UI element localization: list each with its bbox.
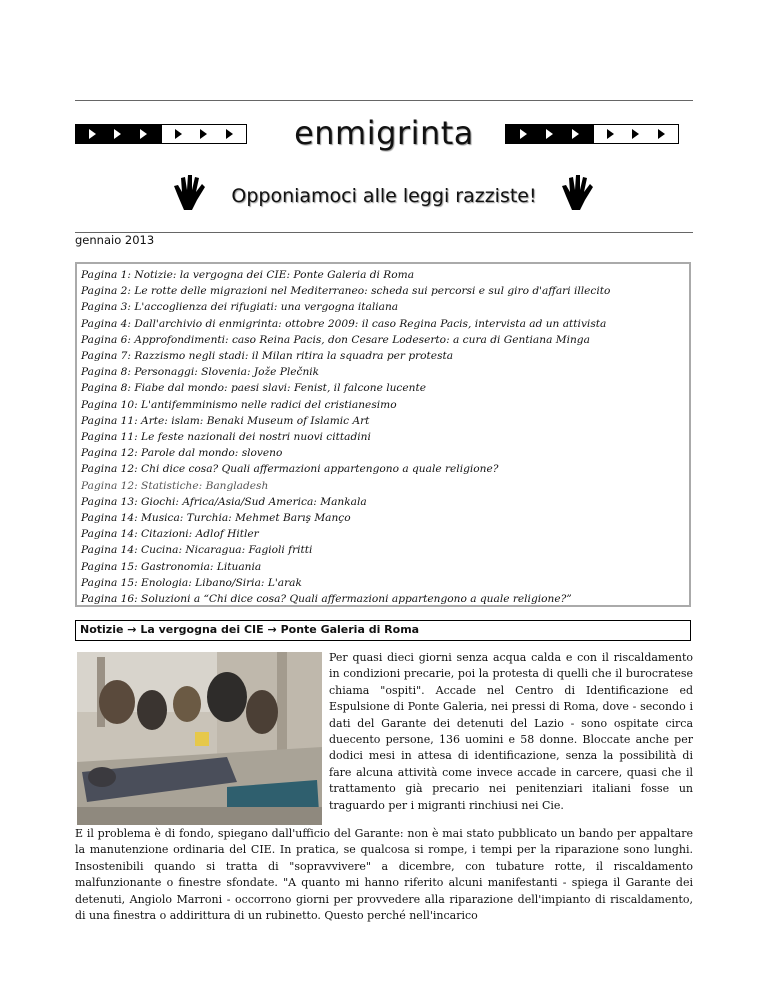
toc-item: Pagina 14: Citazioni: Adlof Hitler: [81, 528, 259, 541]
section-part-3: Ponte Galeria di Roma: [280, 623, 420, 636]
triangle-icon: [632, 129, 639, 139]
toc-item: Pagina 14: Musica: Turchia: Mehmet Barış Manço: [81, 512, 351, 525]
toc-item: Pagina 14: Cucina: Nicaragua: Fagioli fritti: [81, 544, 313, 557]
arrow-strip-right-solid: [505, 124, 593, 144]
masthead: [75, 114, 693, 156]
arrow-strip-left-solid: [75, 124, 161, 144]
article-paragraph-2: E il problema è di fondo, spiegano dall'ufficio del Garante: non è mai stato pubblicato un bando per appaltare la manutenzione ordinaria del CIE. In pratica, se qualcosa si rompe, i tempi per la riparazione sono lunghi. Insostenibili quando si tratta di "sopravvivere" a dicembre, con tubature rotte, il riscaldamento malfunzionante o finestre sfondate. "A quanto mi hanno riferito alcuni manifestanti - spiega il Garante dei detenuti, Angiolo Marroni - occorrono giorni per provvedere alla riparazione dell'impianto di riscaldamento, di una finestra o addirittura di un rubinetto. Questo perché nell'incarico: [75, 827, 693, 923]
triangle-icon: [226, 129, 233, 139]
article-photo: [77, 652, 322, 825]
top-rule: [75, 100, 693, 101]
triangle-icon: [607, 129, 614, 139]
triangle-icon: [175, 129, 182, 139]
toc-item: Pagina 7: Razzismo negli stadi: il Milan ritira la squadra per protesta: [81, 350, 454, 363]
section-heading: [75, 620, 691, 641]
toc-item: Pagina 3: L'accoglienza dei rifugiati: una vergogna italiana: [81, 301, 399, 314]
triangle-icon: [572, 129, 579, 139]
triangle-icon: [114, 129, 121, 139]
tagline: Opponiamoci alle leggi razziste!: [231, 185, 537, 207]
arrow-strip-left-outline: [161, 124, 247, 144]
toc-item: Pagina 8: Personaggi: Slovenia: Jože Plečnik: [81, 366, 320, 379]
toc-item: Pagina 8: Fiabe dal mondo: paesi slavi: Fenist, il falcone lucente: [81, 382, 426, 395]
toc-item: Pagina 12: Parole dal mondo: sloveno: [81, 447, 283, 460]
raised-hand-icon-right: [560, 172, 596, 212]
arrow-right-icon: →: [127, 623, 137, 636]
toc-item: Pagina 12: Statistiche: Bangladesh: [81, 479, 269, 492]
article-paragraph-1: Per quasi dieci giorni senza acqua calda e con il riscaldamento in condizioni precarie, poi la protesta di quelli che il burocratese chiama "ospiti". Accade nel Centro di Identificazione ed Espulsione di Ponte Galeria, nei pressi di Roma, dove - secondo i dati del Garante dei detenuti del Lazio - sono ospitate circa duecento persone, 136 uomini e 58 donne. Bloccate anche per dodici mesi in attesa di identificazione, senza la possibilità di fare alcuna attività come invece accade in carcere, quasi che il trattamento già precario nei penitenziari italiani fosse un traguardo per i migranti rinchiusi nei Cie.: [329, 651, 693, 812]
newsletter-title: enmigrinta: [294, 114, 474, 152]
triangle-icon: [140, 129, 147, 139]
toc-item: Pagina 4: Dall'archivio di enmigrinta: ottobre 2009: il caso Regina Pacis, intervista ad un attivista: [81, 317, 607, 330]
triangle-icon: [546, 129, 553, 139]
photo-illustration: [77, 652, 322, 825]
toc-item: Pagina 10: L'antifemminismo nelle radici del cristianesimo: [81, 398, 397, 411]
arrow-right-icon: →: [267, 623, 277, 636]
table-of-contents: [75, 262, 691, 607]
section-part-1: Notizie: [80, 623, 124, 636]
toc-item: Pagina 2: Le rotte delle migrazioni nel Mediterraneo: scheda sui percorsi e sul giro d'affari illecito: [81, 285, 611, 298]
arrow-strip-right-outline: [593, 124, 679, 144]
mid-rule: [75, 232, 693, 233]
toc-item: Pagina 12: Chi dice cosa? Quali affermazioni appartengono a quale religione?: [81, 463, 499, 476]
toc-item: Pagina 15: Enologia: Libano/Siria: L'arak: [81, 576, 302, 589]
triangle-icon: [520, 129, 527, 139]
toc-item: Pagina 15: Gastronomia: Lituania: [81, 560, 262, 573]
issue-date: gennaio 2013: [75, 233, 155, 247]
toc-item: Pagina 11: Arte: islam: Benaki Museum of Islamic Art: [81, 414, 370, 427]
toc-item: Pagina 11: Le feste nazionali dei nostri nuovi cittadini: [81, 431, 371, 444]
toc-item: Pagina 16: Soluzioni a “Chi dice cosa? Quali affermazioni appartengono a quale religione?”: [81, 593, 572, 606]
toc-item: Pagina 6: Approfondimenti: caso Reina Pacis, don Cesare Lodeserto: a cura di Gentiana Minga: [81, 333, 590, 346]
triangle-icon: [658, 129, 665, 139]
toc-item: Pagina 1: Notizie: la vergogna dei CIE: Ponte Galeria di Roma: [81, 269, 415, 281]
section-part-2: La vergogna dei CIE: [140, 623, 264, 636]
triangle-icon: [200, 129, 207, 139]
triangle-icon: [89, 129, 96, 139]
toc-item: Pagina 13: Giochi: Africa/Asia/Sud America: Mankala: [81, 495, 367, 508]
